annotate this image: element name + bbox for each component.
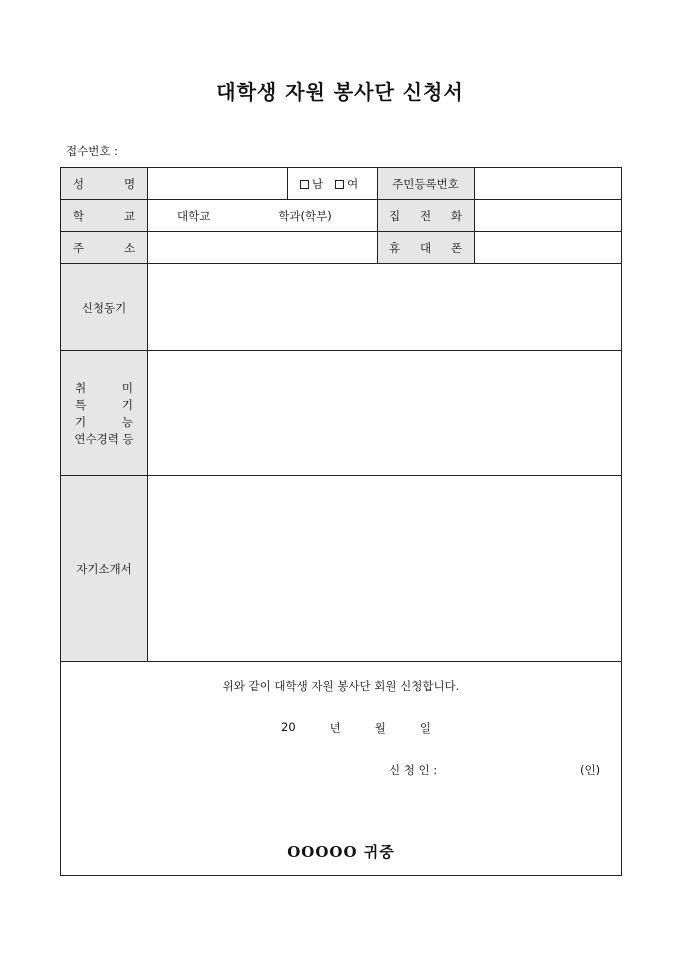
- hobby-skills-label: [61, 351, 147, 476]
- school-input[interactable]: 대학교 학과(학부): [177, 209, 332, 223]
- hobby-skills-input[interactable]: [147, 351, 621, 476]
- divider: [61, 199, 621, 200]
- rrn-label: 주민등록번호: [377, 168, 474, 200]
- receipt-number-label: 접수번호 :: [66, 144, 118, 158]
- seal-mark: (인): [580, 763, 601, 777]
- name-input[interactable]: [147, 168, 287, 200]
- hobby-line-3: 기 능: [75, 414, 133, 429]
- recipient-closing: OOOOO 귀중: [287, 843, 395, 861]
- female-checkbox[interactable]: [335, 180, 344, 189]
- application-statement: 위와 같이 대학생 자원 봉사단 회원 신청합니다.: [222, 679, 460, 693]
- application-form-table: [60, 167, 622, 876]
- divider: [287, 168, 288, 200]
- self-intro-input[interactable]: [147, 476, 621, 662]
- divider: [61, 231, 621, 232]
- motivation-input[interactable]: [147, 264, 621, 351]
- gender-selector: 남 여: [300, 168, 377, 200]
- divider: [61, 263, 621, 264]
- application-date: 20 년 월 일: [281, 720, 431, 735]
- hobby-line-4: 연수경력 등: [74, 431, 134, 446]
- mobile-input[interactable]: [474, 232, 621, 264]
- address-input[interactable]: [147, 232, 377, 264]
- divider: [61, 475, 621, 476]
- form-title: 대학생 자원 봉사단 신청서: [216, 80, 464, 104]
- motivation-label: 신청동기: [61, 264, 147, 351]
- hobby-line-1: 취 미: [75, 380, 133, 395]
- home-phone-label: 집 전 화: [377, 200, 474, 232]
- divider: [61, 661, 621, 662]
- hobby-line-2: 특 기: [75, 397, 133, 412]
- applicant-label: 신 청 인 :: [389, 763, 438, 777]
- rrn-input[interactable]: [474, 168, 621, 200]
- mobile-label: 휴 대 폰: [377, 232, 474, 264]
- home-phone-input[interactable]: [474, 200, 621, 232]
- address-label: 주 소: [61, 232, 147, 264]
- divider: [377, 168, 378, 264]
- divider: [61, 350, 621, 351]
- self-intro-label: 자기소개서: [61, 476, 147, 662]
- male-checkbox[interactable]: [300, 180, 309, 189]
- divider: [474, 168, 475, 264]
- divider: [147, 168, 148, 662]
- school-label: 학 교: [61, 200, 147, 232]
- name-label: 성 명: [61, 168, 147, 200]
